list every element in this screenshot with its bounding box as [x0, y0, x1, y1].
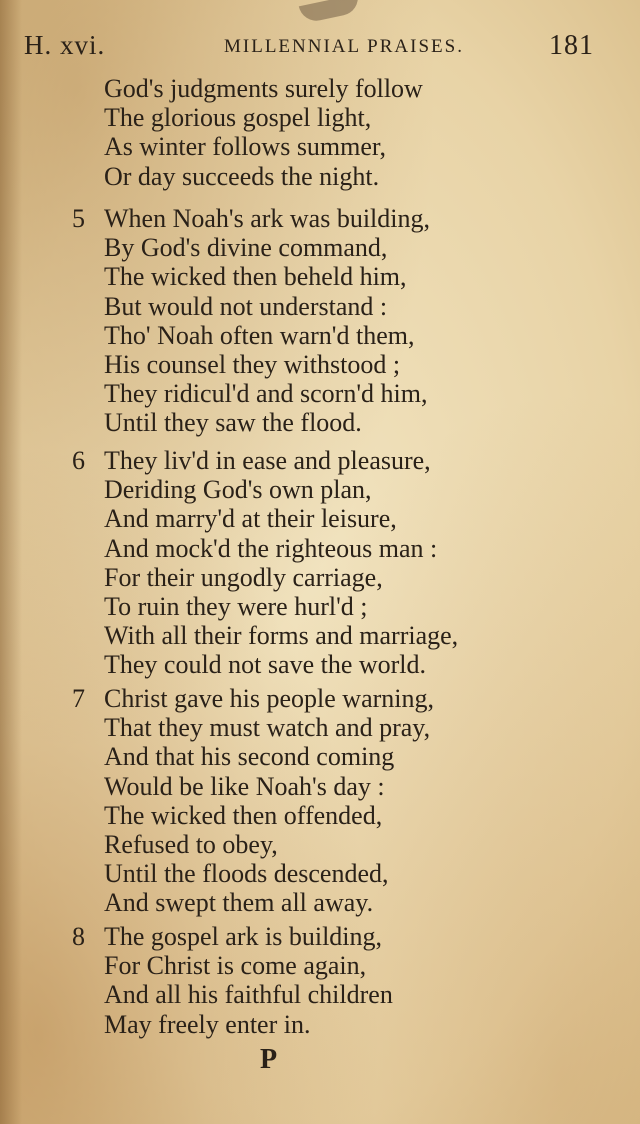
verse-line: And all his faithful children — [104, 980, 393, 1010]
stanza-number: 8 — [72, 922, 85, 951]
stanza-6 — [0, 446, 640, 680]
verse-line: When Noah's ark was building, — [104, 204, 431, 233]
stanza-7 — [0, 684, 640, 918]
book-title: MILLENNIAL PRAISES. — [224, 36, 464, 57]
verse-line: That they must watch and pray, — [104, 713, 431, 743]
verse-line: The wicked then beheld him, — [104, 262, 407, 292]
verse-line: Christ gave his people warning, — [104, 684, 434, 713]
verse-line: Refused to obey, — [104, 829, 278, 859]
running-header — [24, 30, 594, 64]
verse-line: They ridicul'd and scorn'd him, — [104, 379, 428, 409]
verse-line: The glorious gospel light, — [104, 103, 372, 133]
hymn-reference: H. xvi. — [24, 30, 106, 60]
verse-line: But would not understand : — [104, 291, 388, 321]
verse-line: His counsel they withstood ; — [104, 349, 401, 379]
verse-line: The wicked then offended, — [104, 800, 383, 830]
stanza-continued — [0, 74, 640, 191]
page-number: 181 — [549, 30, 594, 61]
signature-mark: P — [260, 1044, 278, 1075]
verse-line: The gospel ark is building, — [104, 922, 383, 951]
stanza-8 — [0, 922, 640, 1039]
verse-line: Or day succeeds the night. — [104, 161, 380, 191]
verse-line: Deriding God's own plan, — [104, 475, 372, 505]
verse-line: And mock'd the righteous man : — [104, 533, 438, 563]
verse-line: May freely enter in. — [104, 1009, 311, 1039]
stanza-number: 5 — [72, 204, 85, 233]
stanza-number: 6 — [72, 446, 85, 475]
verse-line: For Christ is come again, — [104, 951, 367, 981]
verse-line: They liv'd in ease and pleasure, — [104, 446, 431, 475]
verse-line: Would be like Noah's day : — [104, 771, 385, 801]
verse-line: They could not save the world. — [104, 650, 427, 680]
verse-line: With all their forms and marriage, — [104, 621, 459, 651]
verse-line: To ruin they were hurl'd ; — [104, 591, 368, 621]
ink-smudge — [299, 0, 361, 24]
verse-line: God's judgments surely follow — [104, 74, 423, 103]
verse-line: And marry'd at their leisure, — [104, 504, 397, 534]
verse-line: And swept them all away. — [104, 888, 374, 918]
stanza-number: 7 — [72, 684, 85, 713]
verse-line: By God's divine command, — [104, 233, 388, 263]
verse-line: Until the floods descended, — [104, 859, 389, 889]
verse-line: And that his second coming — [104, 742, 395, 772]
verse-line: For their ungodly carriage, — [104, 562, 383, 592]
verse-line: As winter follows summer, — [104, 132, 387, 162]
verse-line: Tho' Noah often warn'd them, — [104, 320, 415, 350]
stanza-5 — [0, 204, 640, 438]
verse-line: Until they saw the flood. — [104, 408, 362, 438]
